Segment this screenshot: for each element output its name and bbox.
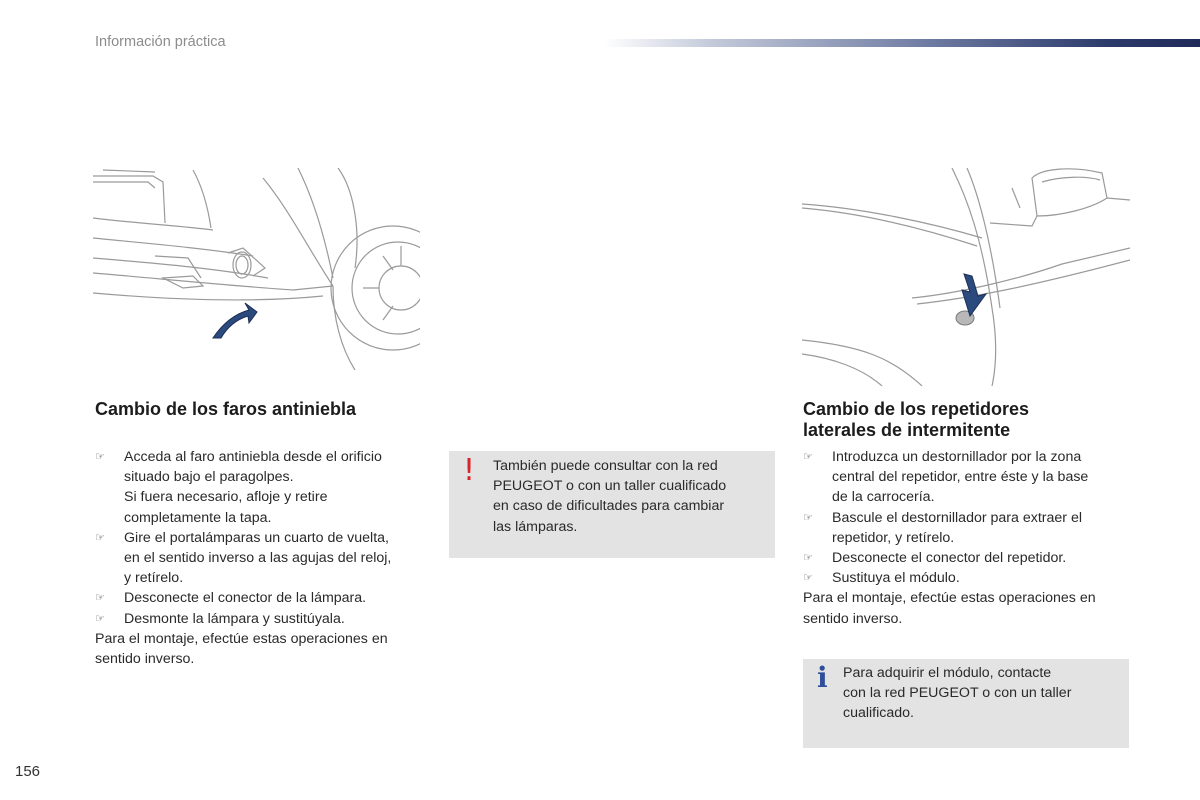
pointing-hand-icon: ☞ <box>95 592 105 605</box>
fog-lamp-illustration <box>93 168 420 370</box>
exclamation-icon: ! <box>463 453 476 488</box>
pointing-hand-icon: ☞ <box>95 612 105 625</box>
list-item: ☞ Desconecte el conector de la lámpara. <box>95 588 425 608</box>
list-item: ☞ Gire el portalámparas un cuarto de vuelta, en el sentido inverso a las agujas del reloj, y retírelo. <box>95 529 392 587</box>
fog-lamp-instructions <box>95 447 425 669</box>
warning-note <box>449 451 775 558</box>
pointing-hand-icon: ☞ <box>803 552 813 565</box>
info-note-text: Para adquirir el módulo, contacte con la red PEUGEOT o con un taller cualificado. <box>843 665 1072 722</box>
page-number: 156 <box>15 763 41 780</box>
warning-note-text: También puede consultar con la red PEUGEOT o con un taller cualificado en caso de dificultades para cambiar las lámparas. <box>493 458 727 535</box>
list-item: ☞ Introduzca un destornillador por la zona central del repetidor, entre éste y la base de la carrocería. <box>803 449 1089 506</box>
pointing-hand-icon: ☞ <box>803 572 813 585</box>
list-item: ☞ Bascule el destornillador para extraer el repetidor, y retírelo. <box>803 509 1082 546</box>
list-item: ☞ Desconecte el conector del repetidor. <box>803 548 1133 568</box>
list-item: ☞ Desmonte la lámpara y sustitúyala. <box>95 609 425 629</box>
list-item: ☞ Acceda al faro antiniebla desde el orificio situado bajo el paragolpes. Si fuera necesario, afloje y retire completamente la tapa. <box>95 449 382 526</box>
pointing-hand-icon: ☞ <box>95 451 105 463</box>
side-repeater-illustration <box>802 168 1130 386</box>
side-repeater-instructions <box>803 447 1133 629</box>
section-header-title: Información práctica <box>95 34 226 50</box>
info-icon: i <box>817 661 828 694</box>
closing-paragraph: Para el montaje, efectúe estas operaciones en sentido inverso. <box>803 590 1096 627</box>
pointing-hand-icon: ☞ <box>803 451 813 463</box>
info-note <box>803 659 1129 748</box>
pointing-hand-icon: ☞ <box>803 511 813 524</box>
pointing-hand-icon: ☞ <box>95 531 105 544</box>
side-repeater-section-title: Cambio de los repetidores laterales de intermitente <box>803 399 1030 440</box>
list-item: ☞ Sustituya el módulo. <box>803 568 1133 588</box>
fog-lamp-section-title: Cambio de los faros antiniebla <box>95 399 357 419</box>
header-gradient-bar <box>603 39 1200 47</box>
closing-paragraph: Para el montaje, efectúe estas operaciones en sentido inverso. <box>95 630 388 668</box>
